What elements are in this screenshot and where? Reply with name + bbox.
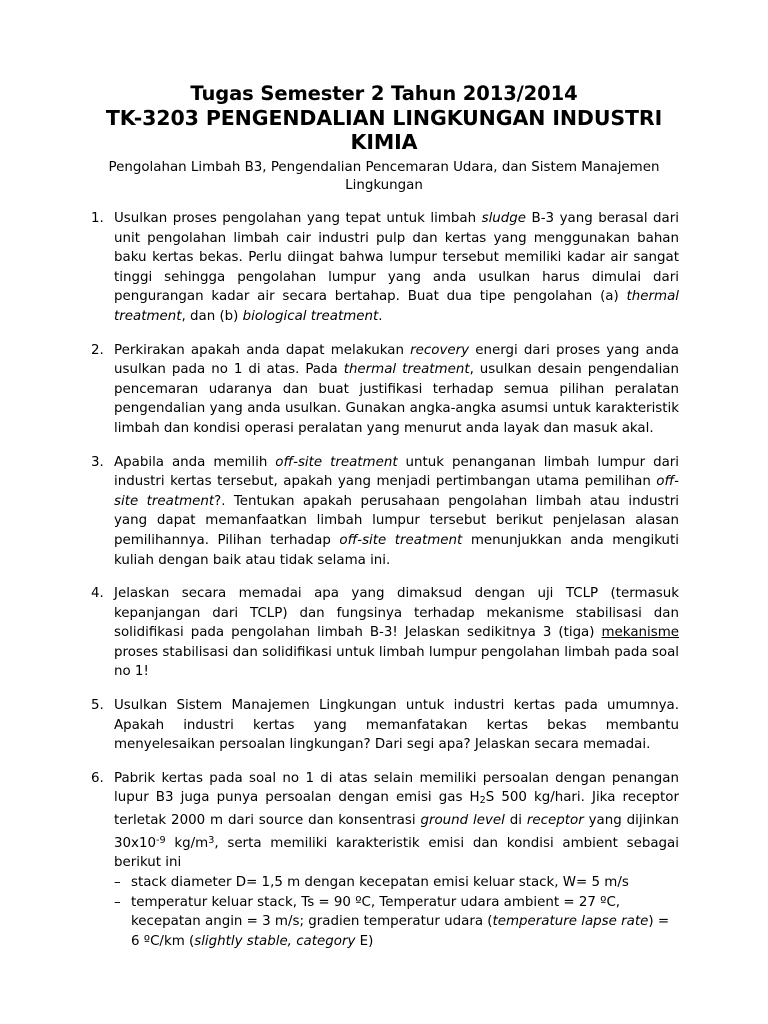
text-segment: , usulkan desain pengendalian pencemaran udaranya dan buat justifikasi terhadap semua pilihan peralatan pengendalian yang anda usulkan. Gunakan angka-angka asumsi untuk karakteristik limbah dan kondisi operasi peralatan yang menurut anda layak dan masuk akal. [114,362,679,436]
sublist-item [114,893,679,952]
text-segment: S 500 kg/hari. Jika receptor terletak 2000 m dari source dan konsentrasi [114,790,679,829]
question-text [114,211,679,324]
dash-bullet-icon: – [114,874,121,890]
question-list [89,209,679,951]
question-marker: 2. [91,342,104,358]
question-sublist [114,873,679,951]
text-segment: Usulkan Sistem Manajemen Lingkungan untuk industri kertas pada umumnya. Apakah industri kertas yang memanfatakan kertas bekas membantu menyelesaikan persoalan lingkungan? Dari segi apa? Jelaskan secara memadai. [114,698,679,753]
text-segment: Jelaskan secara memadai apa yang dimaksud dengan uji TCLP (termasuk kepanjangan dari TCLP) dan fungsinya terhadap mekanisme stabilisasi dan solidifikasi pada pengolahan limbah B-3! Jelaskan sedikitnya 3 (tiga) [114,586,679,641]
question-item [89,696,679,755]
text-segment: kg/m [165,835,209,851]
question-item [89,584,679,682]
text-segment: -9 [156,834,166,846]
text-segment: ?. Tentukan apakah perusahaan pengolahan limbah atau industri yang dapat memanfaatkan limbah lumpur tersebut berikut penjelasan alasan pemilihannya. Pilihan terhadap [114,493,679,548]
text-segment: slightly stable, category [194,933,356,949]
question-text [114,343,679,436]
text-segment: temperatur keluar stack, Ts = 90 ºC, Temperatur udara ambient = 27 ºC, kecepatan angin = 3 m/s; gradien temperatur udara ( [131,894,621,930]
text-segment: Pabrik kertas pada soal no 1 di atas selain memiliki persoalan dengan penangan lupur B3 juga punya persoalan dengan emisi gas H [114,770,679,806]
title-line-2: TK-3203 PENGENDALIAN LINGKUNGAN INDUSTRI [105,106,663,130]
text-segment: 3 [208,834,215,846]
text-segment: di [504,813,527,829]
text-segment: , dan (b) [181,308,243,324]
question-marker: 3. [91,454,104,470]
dash-bullet-icon: – [114,894,121,910]
question-item [89,453,679,571]
title-line-3: KIMIA [350,130,418,154]
question-marker: 5. [91,698,104,714]
text-segment: energi dari proses yang anda usulkan pada no 1 di atas. Pada [114,342,680,378]
question-text [114,698,679,752]
sublist-item-text [131,875,629,890]
text-segment: untuk penanganan limbah lumpur dari industri kertas tersebut, apakah yang menjadi pertimbangan utama pemilihan [114,454,679,490]
text-segment: off-site treatment [114,474,679,509]
question-item [89,341,679,439]
text-segment: thermal treatment [114,289,679,324]
text-segment: biological treatment [242,308,379,324]
text-segment: off-site treatment [275,454,398,470]
text-segment: mekanisme [601,625,679,641]
text-segment: proses stabilisasi dan solidifikasi untuk limbah lumpur pengolahan limbah pada soal no 1! [114,644,679,680]
text-segment: thermal treatment [343,362,470,378]
title-line-1: Tugas Semester 2 Tahun 2013/2014 [190,82,578,105]
question-text [114,771,679,871]
text-segment: B-3 yang berasal dari unit pengolahan limbah cair industri pulp dan kertas yang menggunakan bahan baku kertas bekas. Perlu diingat bahwa lumpur tersebut memiliki kadar air sangat tinggi sehingga pengolahan lumpur yang anda usulkan harus dimulai dari pengurangan kadar air secara bertahap. Buat dua tipe pengolahan (a) [114,211,679,305]
text-segment: recovery [410,342,470,358]
question-item [89,769,679,952]
text-segment: 2 [479,795,486,807]
text-segment: off-site treatment [339,532,463,548]
text-segment: Usulkan proses pengolahan yang tepat untuk limbah [114,211,482,226]
question-text [114,586,679,679]
question-item [89,209,679,327]
text-segment: , serta memiliki karakteristik emisi dan kondisi ambient sebagai berikut ini [114,835,679,871]
text-segment: stack diameter D= 1,5 m dengan kecepatan emisi keluar stack, W= 5 m/s [131,874,629,890]
question-marker: 6. [91,770,104,786]
sublist-item [114,873,679,893]
text-segment: . [378,308,383,324]
sublist-item-text [131,895,669,949]
document-header [89,82,679,195]
text-segment: yang dijinkan 30x10 [114,813,679,851]
question-marker: 4. [91,586,104,602]
text-segment: sludge [481,211,527,226]
question-marker: 1. [91,211,104,226]
text-segment: Apabila anda memilih [114,454,276,470]
text-segment: ground level [420,813,505,829]
document-subtitle: Pengolahan Limbah B3, Pengendalian Pencemaran Udara, dan Sistem Manajemen Lingkungan [108,160,660,193]
text-segment: E) [355,933,374,949]
text-segment: menunjukkan anda mengikuti kuliah dengan baik atau tidak selama ini. [114,532,679,568]
text-segment: ) = 6 ºC/km ( [131,914,670,949]
text-segment: receptor [526,813,584,829]
question-text [114,455,679,568]
text-segment: temperature lapse rate [492,914,649,930]
text-segment: Perkirakan apakah anda dapat melakukan [114,342,411,358]
